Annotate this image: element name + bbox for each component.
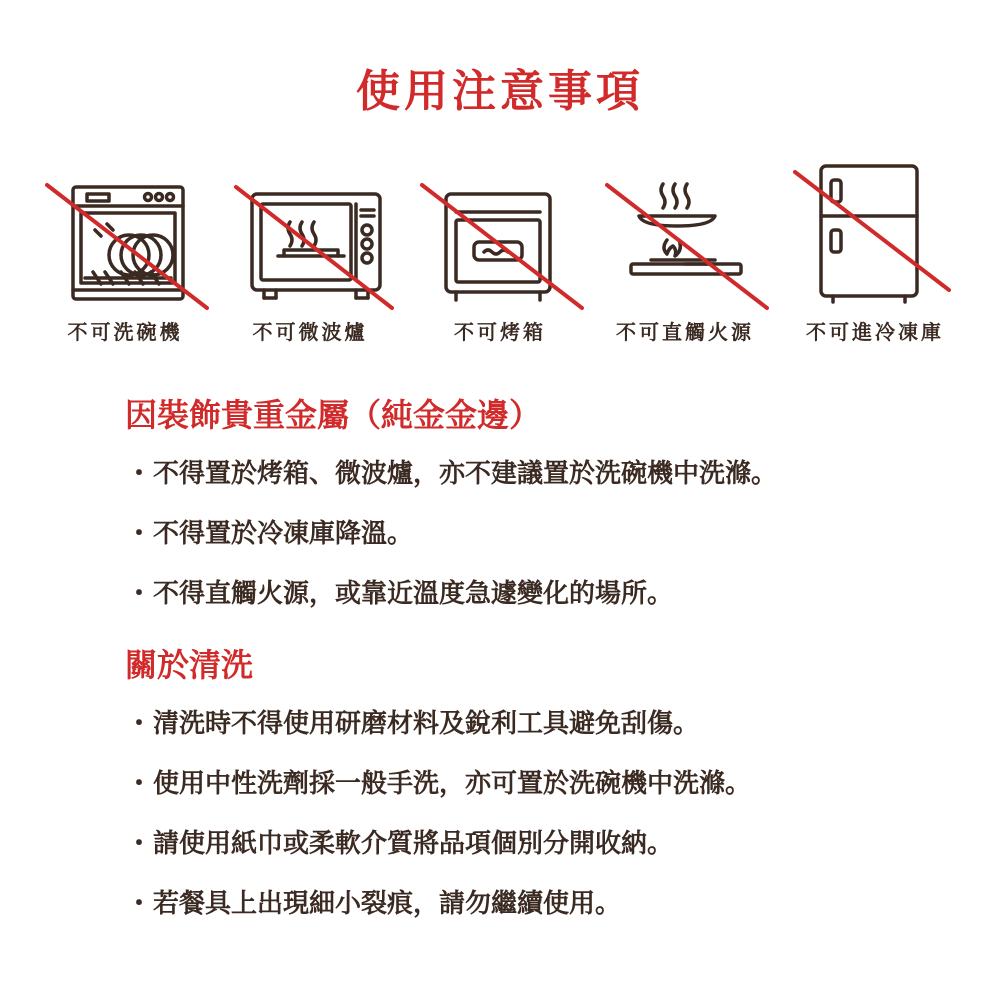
icon-label-microwave: 不可微波爐 [252, 320, 368, 344]
list-item [125, 574, 985, 634]
list-item [125, 764, 985, 824]
list-item-text: 不得置於烤箱、微波爐，亦不建議置於洗碗機中洗滌。 [153, 459, 778, 489]
section-cleaning [125, 640, 985, 944]
section-heading: 因裝飾貴重金屬（純金金邊） [125, 396, 542, 434]
prohibition-icons-row [0, 160, 1000, 360]
list-item-text: 不得置於冷凍庫降溫。 [153, 519, 414, 549]
bullet-dot: ・ [125, 459, 152, 489]
section-heading: 關於清洗 [125, 646, 254, 684]
bullet-dot: ・ [125, 769, 152, 799]
list-item [125, 824, 985, 884]
dishwasher-icon [35, 160, 215, 310]
section-precious-metal [125, 390, 985, 634]
icon-label-refrigerator: 不可進冷凍庫 [806, 320, 944, 344]
prohibition-dishwasher [35, 160, 215, 360]
stove-fire-icon [595, 160, 775, 310]
list-item [125, 454, 985, 514]
prohibition-oven [410, 160, 590, 360]
bullet-dot: ・ [125, 579, 152, 609]
page-title: 使用注意事項 [356, 66, 644, 117]
icon-label-dishwasher: 不可洗碗機 [67, 320, 183, 344]
list-item-text: 若餐具上出現細小裂痕，請勿繼續使用。 [153, 889, 622, 919]
icon-label-stove-fire: 不可直觸火源 [616, 320, 754, 344]
microwave-icon [220, 160, 400, 310]
prohibition-stove-fire [595, 160, 775, 360]
list-item [125, 884, 985, 944]
prohibition-microwave [220, 160, 400, 360]
bullet-dot: ・ [125, 889, 152, 919]
list-item [125, 514, 985, 574]
list-item-text: 清洗時不得使用研磨材料及銳利工具避免刮傷。 [153, 709, 700, 739]
bullet-dot: ・ [125, 709, 152, 739]
list-item [125, 704, 985, 764]
icon-label-oven: 不可烤箱 [454, 320, 546, 344]
list-item-text: 使用中性洗劑採一般手洗，亦可置於洗碗機中洗滌。 [153, 769, 752, 799]
refrigerator-icon [785, 160, 965, 310]
list-item-text: 請使用紙巾或柔軟介質將品項個別分開收納。 [153, 829, 674, 859]
oven-icon [410, 160, 590, 310]
bullet-dot: ・ [125, 519, 152, 549]
bullet-dot: ・ [125, 829, 152, 859]
prohibition-refrigerator [785, 160, 965, 360]
list-item-text: 不得直觸火源，或靠近溫度急遽變化的場所。 [153, 579, 674, 609]
